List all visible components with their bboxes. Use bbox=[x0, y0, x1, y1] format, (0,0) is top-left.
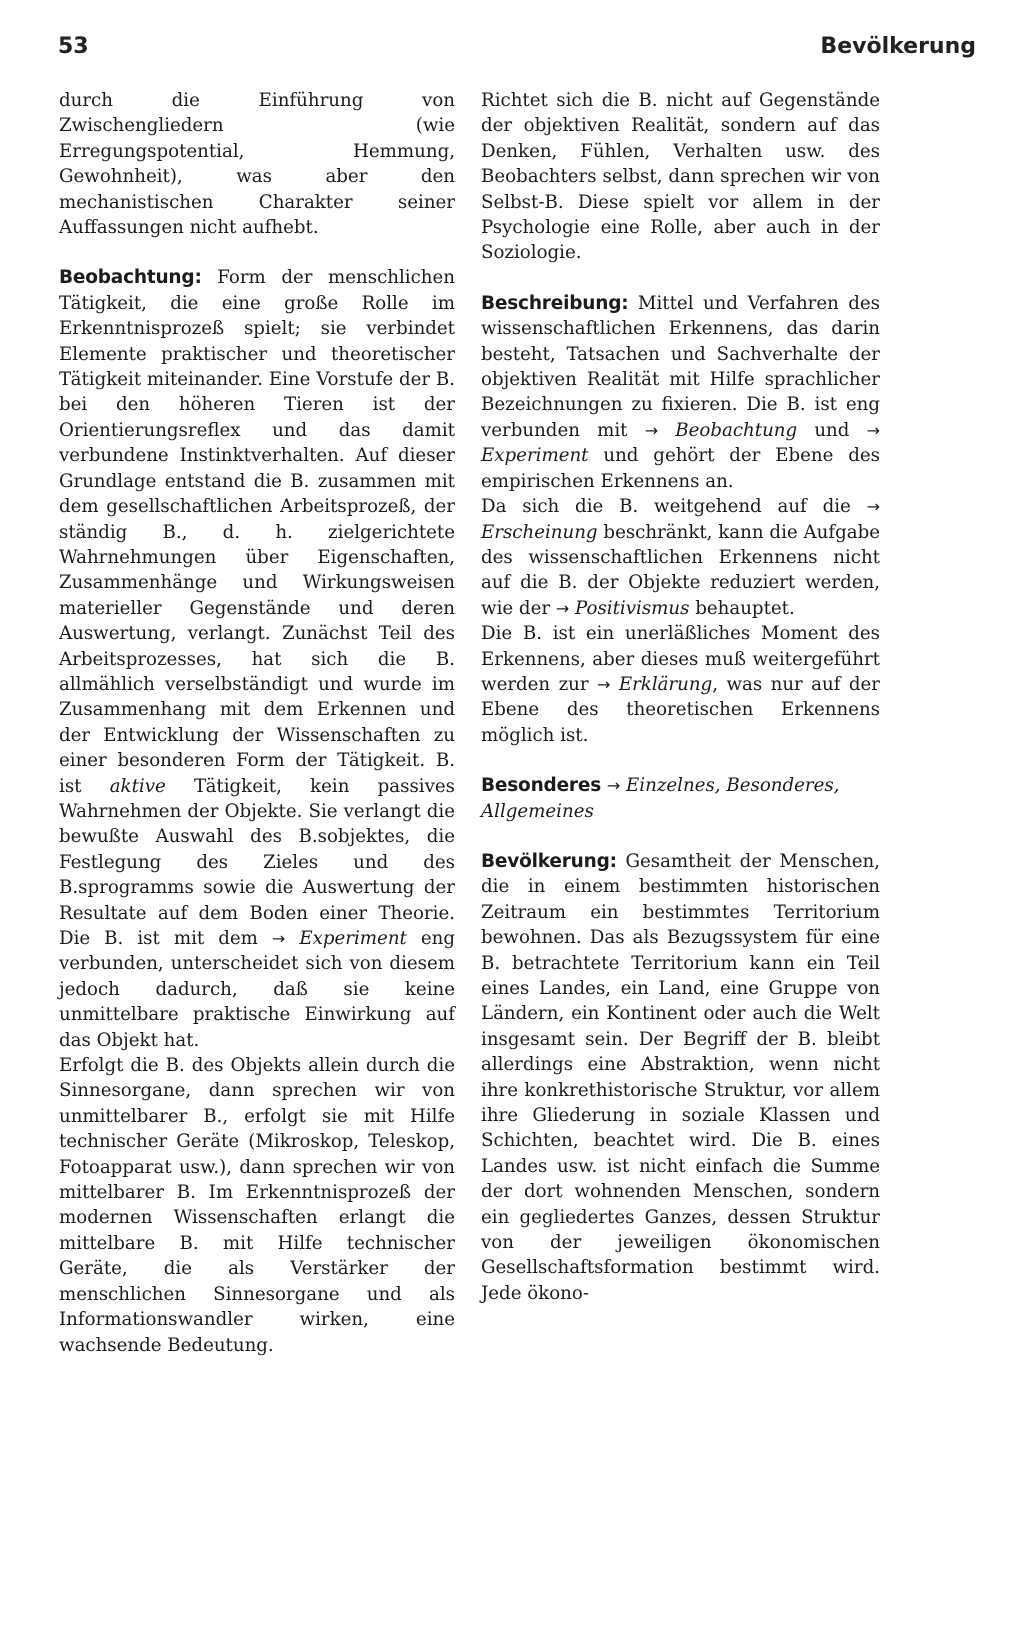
paragraph: Erfolgt die B. des Objekts allein durch die Sinnesorgane, dann sprechen wir von unmittelbarer B., erfolgt sie mit Hilfe technischer Geräte (Mikroskop, Teleskop, Fotoapparat usw.), dann sprechen wir von mittelbarer B. Im Erkenntnisprozeß der modernen Wissenschaften erlangt die mittelbare B. mit Hilfe technischer Geräte, die als Verstärker der menschlichen Sinnesorgane und als Informationswandler wirken, eine wachsende Bedeutung. bbox=[59, 1055, 455, 1356]
entry-beobachtung bbox=[59, 265, 455, 1053]
page-number: 53 bbox=[58, 34, 89, 59]
cross-reference-positivismus[interactable]: Positivismus bbox=[575, 597, 690, 619]
emphasis: aktive bbox=[109, 775, 166, 797]
cross-reference-arrow-icon: → bbox=[555, 598, 570, 618]
paragraph: Richtet sich die B. nicht auf Gegenstände der objektiven Realität, sondern auf das Denken, Fühlen, Verhalten usw. des Beobachters selbst, dann sprechen wir von Selbst-B. Diese spielt vor allem in der Psychologie eine Rolle, aber auch in der Soziologie. bbox=[481, 90, 880, 264]
entry-text: Da sich die B. weitgehend auf die bbox=[481, 496, 867, 518]
entry-text: eng verbunden, unterscheidet sich von diesem jedoch dadurch, daß sie keine unmittelbare praktische Einwirkung auf das Objekt hat. bbox=[59, 928, 455, 1051]
entry-text: behauptet. bbox=[689, 597, 795, 619]
left-column bbox=[59, 88, 455, 1358]
entry-text: , was nur auf der Ebene des theoretischen Erkennens möglich ist. bbox=[481, 673, 880, 746]
entry-beschreibung bbox=[481, 291, 880, 494]
entry-text: Gesamtheit der Menschen, die in einem bestimmten historischen Zeitraum ein bestimmtes Territorium bewohnen. Das als Bezugssystem für eine B. betrachtete Territorium kann ein Teil eines Landes, ein Land, eine Gruppe von Ländern, ein Kontinent oder auch die Welt insgesamt sein. Der Begriff der B. bleibt allerdings eine Abstraktion, wenn nicht ihre konkrethistorische Struktur, vor allem ihre Gliederung in soziale Klassen und Schichten, beachtet wird. Die B. eines Landes usw. ist nicht einfach die Summe der dort wohnenden Menschen, sondern ein gegliedertes Ganzes, dessen Struktur von der jeweiligen ökonomischen Gesellschaftsformation bestimmt wird. Jede ökono- bbox=[481, 850, 880, 1304]
entry-term: Beschreibung: bbox=[481, 292, 629, 314]
cross-reference-arrow-icon: → bbox=[606, 776, 621, 796]
cross-reference-beobachtung[interactable]: Beobachtung bbox=[675, 419, 798, 441]
continuation-paragraph: durch die Einführung von Zwischengliedern (wie Erregungspotential, Hemmung, Gewohnheit), was aber den mechanistischen Charakter seiner Auffassungen nicht aufhebt. bbox=[59, 90, 455, 239]
entry-text: und bbox=[797, 419, 867, 441]
entry-text: Tätigkeit, kein passives Wahrnehmen der Objekte. Sie verlangt die bewußte Auswahl des B.sobjektes, die Festlegung des Zieles und des B.sprogramms sowie die Auswertung der Resultate auf dem Boden einer Theorie. Die B. ist mit dem bbox=[59, 775, 455, 949]
entry-text: Mittel und Verfahren des wissenschaftlichen Erkennens, das darin besteht, Tatsachen und Sachverhalte der objektiven Realität mit Hilfe sprachlicher Bezeichnungen zu fixieren. Die B. ist eng verbunden mit bbox=[481, 292, 880, 441]
entry-besonderes bbox=[481, 773, 880, 824]
paragraph bbox=[481, 494, 880, 621]
entry-text: und gehört der Ebene des empirischen Erkennens an. bbox=[481, 445, 880, 492]
cross-reference-arrow-icon: → bbox=[644, 420, 659, 440]
cross-reference-arrow-icon: → bbox=[271, 929, 286, 948]
running-title: Bevölkerung bbox=[820, 34, 976, 59]
right-column bbox=[481, 88, 880, 1306]
cross-reference-erscheinung[interactable]: Erscheinung bbox=[481, 521, 598, 543]
entry-text: beschränkt, kann die Aufgabe des wissenschaftlichen Erkennens nicht auf die B. der Objekte reduziert werden, wie der bbox=[481, 521, 880, 619]
paragraph bbox=[481, 621, 880, 748]
entry-term: Besonderes bbox=[481, 775, 602, 797]
cross-reference-arrow-icon: → bbox=[866, 497, 880, 517]
cross-reference-einzelnes-besonderes-allgemeines[interactable]: Einzelnes, Besonderes, Allgemeines bbox=[481, 775, 840, 822]
entry-term: Bevölkerung: bbox=[481, 850, 617, 872]
cross-reference-experiment[interactable]: Experiment bbox=[299, 928, 407, 949]
entry-text: Form der menschlichen Tätigkeit, die eine große Rolle im Erkenntnisprozeß spielt; sie verbindet Elemente praktischer und theoretischer Tätigkeit miteinander. Eine Vorstufe der B. bei den höheren Tieren ist der Orientierungsreflex und das damit verbundene Instinktverhalten. Auf dieser Grundlage entstand die B. zusammen mit dem gesellschaftlichen Arbeitsprozeß, der ständig B., d. h. zielgerichtete Wahrnehmungen über Eigenschaften, Zusammenhänge und Wirkungsweisen materieller Gegenstände und deren Auswertung, verlangt. Zunächst Teil des Arbeitsprozesses, hat sich die B. allmählich verselbständigt und wurde im Zusammenhang mit dem Erkennen und der Entwicklung der Wissenschaften zu einer besonderen Form der Tätigkeit. B. ist bbox=[59, 267, 455, 797]
cross-reference-arrow-icon: → bbox=[596, 674, 611, 694]
cross-reference-arrow-icon: → bbox=[866, 420, 880, 440]
entry-text: Die B. ist ein unerläßliches Moment des Erkennens, aber dieses muß weitergeführt werden zur bbox=[481, 623, 880, 695]
cross-reference-experiment[interactable]: Experiment bbox=[481, 445, 589, 467]
cross-reference-erklaerung[interactable]: Erklärung bbox=[618, 673, 713, 695]
entry-term: Beobachtung: bbox=[59, 267, 202, 289]
entry-bevoelkerung bbox=[481, 849, 880, 1306]
